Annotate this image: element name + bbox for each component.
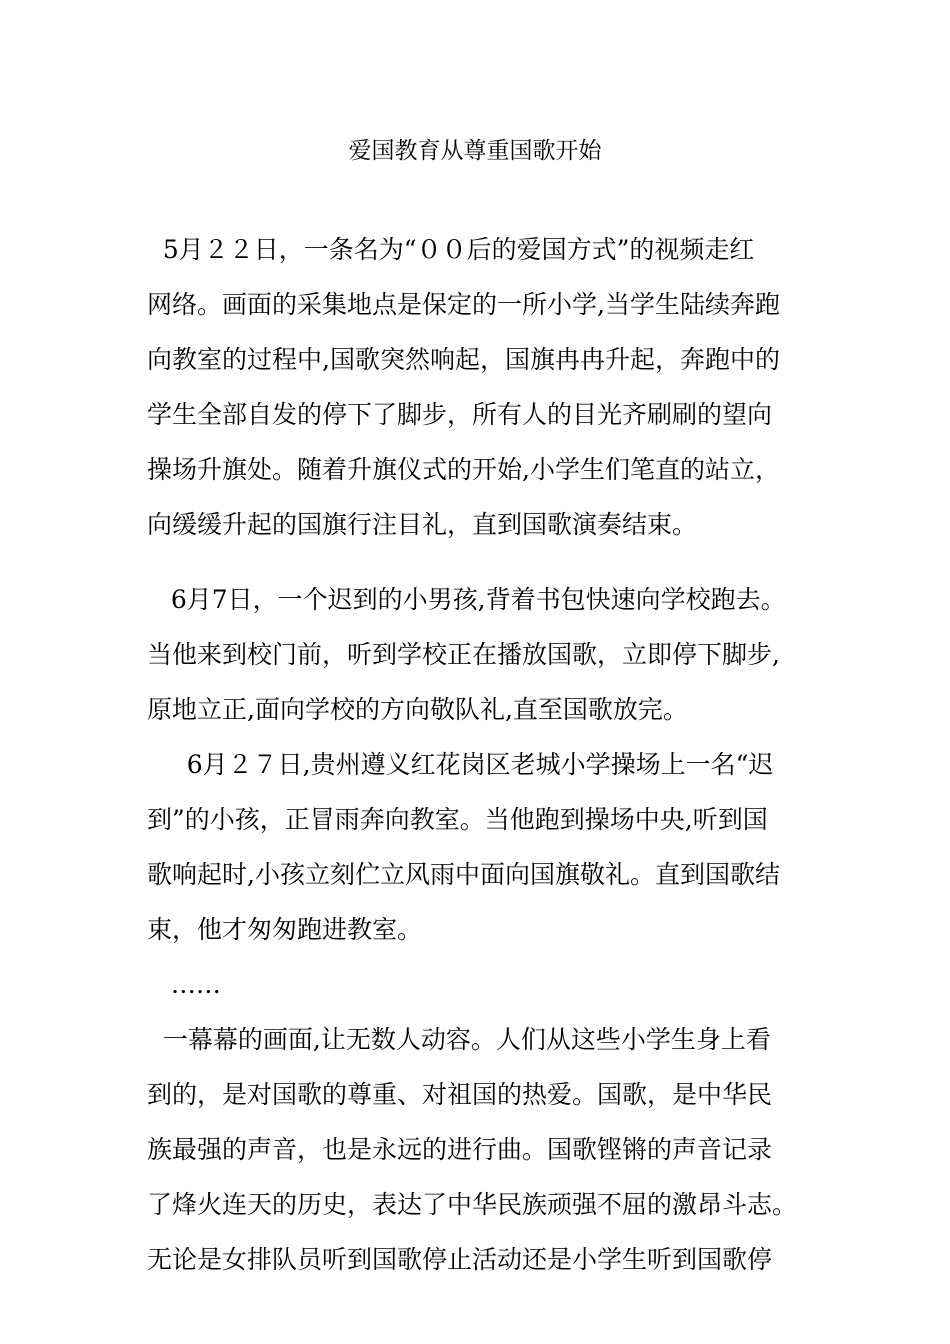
ellipsis-line: …… [147, 970, 221, 999]
paragraph-line: 6月7日，一个迟到的小男孩,背着书包快速向学校跑去。 [147, 585, 786, 614]
paragraph-line: 操场升旗处。随着升旗仪式的开始,小学生们笔直的站立， [147, 455, 780, 484]
paragraph-line: 5月２２日，一条名为“００后的爱国方式”的视频走红 [147, 235, 755, 264]
document-title: 爱国教育从尊重国歌开始 [348, 138, 602, 164]
paragraph-line: 学生全部自发的停下了脚步，所有人的目光齐刷刷的望向 [147, 400, 773, 429]
paragraph-line: 了烽火连天的历史，表达了中华民族顽强不屈的激昂斗志。 [147, 1190, 798, 1219]
paragraph-line: 到”的小孩，正冒雨奔向教室。当他跑到操场中央,听到国 [147, 805, 768, 834]
paragraph-line: 向教室的过程中,国歌突然响起，国旗冉冉升起，奔跑中的 [147, 345, 780, 374]
paragraph-line: 一幕幕的画面,让无数人动容。人们从这些小学生身上看 [147, 1025, 771, 1054]
paragraph-line: 无论是女排队员听到国歌停止活动还是小学生听到国歌停 [147, 1245, 773, 1274]
paragraph-line: 网络。画面的采集地点是保定的一所小学,当学生陆续奔跑 [147, 290, 780, 319]
paragraph-line: 向缓缓升起的国旗行注目礼，直到国歌演奏结束。 [147, 510, 698, 539]
paragraph-line: 族最强的声音，也是永远的进行曲。国歌铿锵的声音记录 [147, 1135, 773, 1164]
paragraph-line: 束，他才匆匆跑进教室。 [147, 915, 423, 944]
paragraph-line: 歌响起时,小孩立刻伫立风雨中面向国旗敬礼。直到国歌结 [147, 860, 780, 889]
paragraph-spacer [147, 558, 827, 578]
paragraph-line: 原地立正,面向学校的方向敬队礼,直至国歌放完。 [147, 695, 688, 724]
paragraph-line: 当他来到校门前，听到学校正在播放国歌，立即停下脚步, [147, 640, 780, 669]
document-body [147, 228, 827, 1293]
paragraph-line: 到的，是对国歌的尊重、对祖国的热爱。国歌，是中华民 [147, 1080, 773, 1109]
paragraph-line: 6月２７日,贵州遵义红花岗区老城小学操场上一名“迟 [147, 750, 774, 779]
